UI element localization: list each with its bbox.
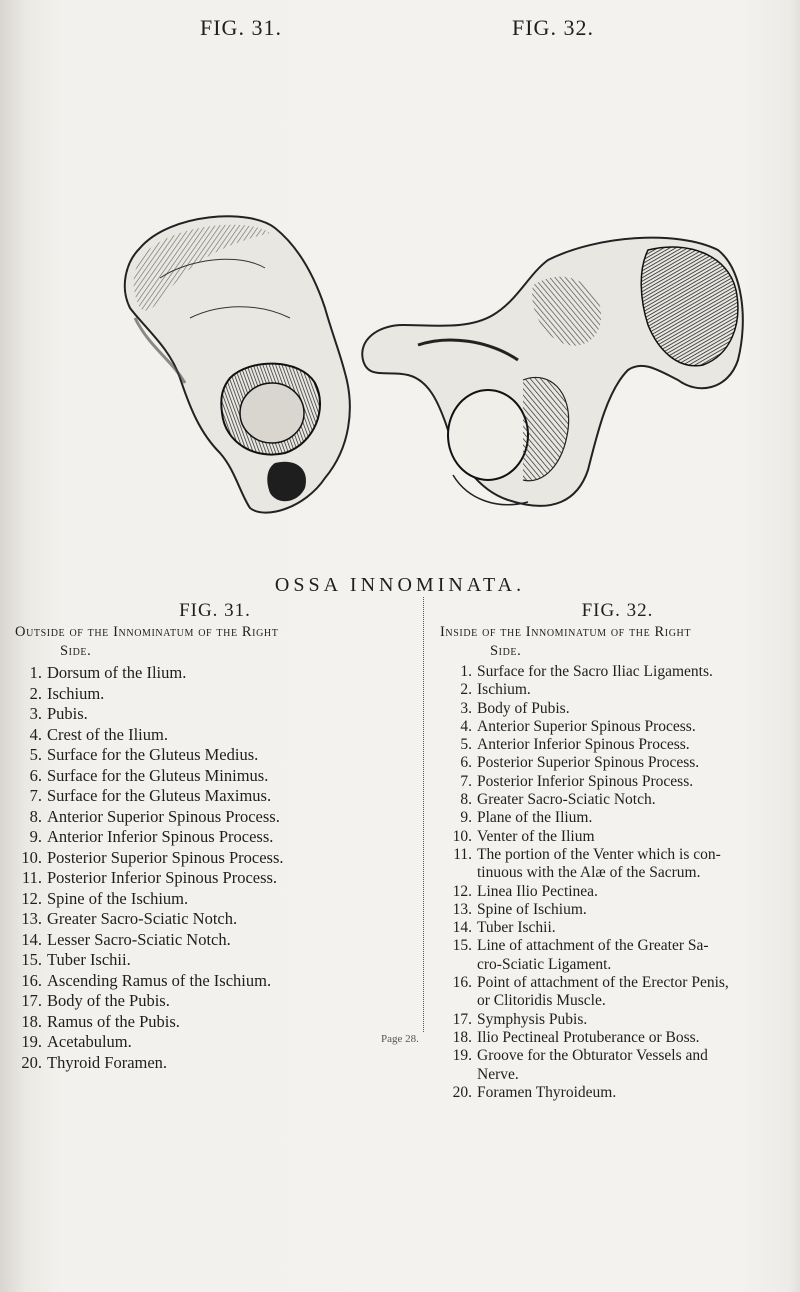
legend-item-number: 19. (21, 1032, 42, 1051)
legend-item (15, 786, 415, 807)
legend-item (440, 992, 795, 1010)
legend-item-number: 7. (460, 772, 472, 790)
legend-item-text: Nerve. (477, 1065, 519, 1083)
legend-item (15, 704, 415, 725)
fig31-subtitle-line1: Outside of the Innominatum of the Right (15, 624, 279, 640)
legend-item (15, 807, 415, 828)
legend-item (440, 1084, 795, 1102)
legend-item (440, 937, 795, 955)
legend-item-text: Linea Ilio Pectinea. (477, 882, 598, 900)
legend-item (15, 725, 415, 746)
legend-item (440, 974, 795, 992)
legend-item (440, 828, 795, 846)
fig32-legend-heading: FIG. 32. (581, 600, 654, 621)
legend-item-number: 10. (21, 847, 42, 867)
fig32-hip-bone-illustration (358, 230, 748, 520)
legend-item-text: Anterior Superior Spinous Process. (477, 717, 696, 735)
fig32-subtitle-line1: Inside of the Innominatum of the Right (440, 624, 692, 640)
legend-item-text: Anterior Inferior Spinous Process. (477, 736, 690, 754)
legend-item (15, 827, 415, 848)
legend-item-number: 12. (21, 888, 42, 908)
legend-item-text: Tuber Ischii. (47, 950, 131, 969)
legend-item-text: Body of the Pubis. (47, 991, 170, 1010)
legend-item-number: 4. (460, 717, 472, 735)
legend-item-number (440, 1066, 477, 1084)
legend-item-number: 5. (29, 745, 42, 764)
legend-item-text: Anterior Inferior Spinous Process. (47, 827, 274, 846)
legend-item-text: Groove for the Obturator Vessels and (477, 1047, 708, 1065)
legend-item-text: Line of attachment of the Greater Sa- (477, 937, 709, 955)
legend-item-number: 15. (452, 937, 472, 955)
legend-item (15, 745, 415, 766)
legend-item-text: tinuous with the Alæ of the Sacrum. (477, 864, 701, 882)
legend-item-text: Ramus of the Pubis. (47, 1011, 180, 1031)
legend-item-text: Anterior Superior Spinous Process. (47, 806, 280, 826)
fig31-legend-heading: FIG. 31. (179, 600, 251, 621)
legend-item-number: 13. (21, 909, 42, 928)
legend-item-number: 11. (453, 845, 472, 863)
fig31-subtitle-line2: Side. (60, 643, 92, 659)
legend-item (15, 1053, 415, 1074)
legend-item-text: Symphysis Pubis. (477, 1010, 588, 1028)
legend-item-number: 8. (29, 806, 42, 826)
legend-item-number: 3. (460, 699, 472, 717)
legend-item (440, 736, 795, 754)
legend-item-number: 18. (21, 1011, 42, 1031)
legend-item (15, 889, 415, 910)
legend-item-text: Pubis. (47, 704, 88, 723)
legend-item (440, 700, 795, 718)
legend-item (440, 919, 795, 937)
legend-item-text: Foramen Thyroideum. (477, 1083, 617, 1101)
legend-item-number: 14. (452, 919, 472, 937)
legend-item (440, 846, 795, 864)
fig31-legend-subtitle (15, 623, 415, 661)
legend-item-text: Ascending Ramus of the Ischium. (47, 970, 272, 990)
legend-item-number: 6. (460, 754, 472, 772)
legend-item-number: 10. (452, 827, 472, 845)
legend-item (440, 791, 795, 809)
page-number: Page 28. (381, 1033, 419, 1045)
legend-item (440, 1011, 795, 1029)
legend-item-number: 11. (21, 868, 42, 887)
legend-item-text: Surface for the Gluteus Medius. (47, 745, 259, 764)
legend-item-number: 16. (452, 974, 472, 992)
legend-item-number: 5. (460, 736, 472, 754)
legend-item-text: Ischium. (47, 683, 105, 703)
legend-item (440, 773, 795, 791)
legend-item (440, 681, 795, 699)
legend-item-text: Surface for the Sacro Iliac Ligaments. (477, 663, 713, 680)
legend-item (15, 1012, 415, 1033)
legend-item-number: 3. (29, 704, 42, 723)
legend-item (440, 718, 795, 736)
fig31-legend (15, 600, 415, 1073)
legend-item-number: 7. (29, 786, 42, 805)
column-divider (423, 597, 424, 1032)
legend-item-text: Crest of the Ilium. (47, 724, 168, 744)
legend-item-number: 18. (452, 1028, 472, 1046)
legend-item-text: or Clitoridis Muscle. (477, 992, 606, 1010)
legend-item-number: 13. (452, 900, 472, 918)
legend-item-text: cro-Sciatic Ligament. (477, 955, 612, 973)
fig31-hip-bone-illustration (100, 208, 370, 523)
legend-item-number (440, 956, 477, 974)
legend-item-number: 12. (452, 882, 472, 900)
fig32-legend (440, 600, 795, 1102)
legend-item (15, 868, 415, 889)
legend-item-text: Greater Sacro-Sciatic Notch. (477, 791, 656, 809)
legend-item-number: 4. (29, 724, 42, 744)
legend-item-text: Thyroid Foramen. (47, 1052, 168, 1072)
legend-item-text: Posterior Inferior Spinous Process. (47, 868, 278, 887)
legend-item-number (440, 992, 477, 1010)
legend-item (15, 663, 415, 684)
legend-item (15, 848, 415, 869)
legend-item-number: 19. (452, 1047, 472, 1065)
fig32-legend-subtitle (440, 623, 795, 661)
legend-item-number: 15. (21, 950, 42, 969)
legend-item-number: 2. (29, 683, 42, 703)
legend-item (15, 971, 415, 992)
legend-item-number: 14. (21, 929, 42, 949)
legend-item (15, 930, 415, 951)
legend-item-text: Dorsum of the Ilium. (47, 663, 187, 682)
legend-item-text: Ischium. (477, 681, 531, 699)
fig31-top-heading: FIG. 31. (200, 15, 282, 40)
legend-item (440, 1066, 795, 1084)
legend-item-number: 2. (460, 681, 472, 699)
legend-item (15, 909, 415, 930)
plate-title: OSSA INNOMINATA. (274, 574, 526, 596)
legend-item-text: Posterior Superior Spinous Process. (477, 754, 700, 772)
fig32-top-heading: FIG. 32. (512, 15, 594, 40)
legend-item (15, 766, 415, 787)
legend-item-text: Surface for the Gluteus Maximus. (47, 786, 272, 805)
legend-item-text: Greater Sacro-Sciatic Notch. (47, 909, 238, 928)
legend-item-text: Posterior Inferior Spinous Process. (477, 772, 694, 790)
legend-item-text: Lesser Sacro-Sciatic Notch. (47, 929, 231, 949)
legend-item-number: 16. (21, 970, 42, 990)
legend-item (440, 663, 795, 681)
legend-item-text: Acetabulum. (47, 1032, 132, 1051)
legend-item-text: Body of Pubis. (477, 699, 570, 717)
legend-item-text: Posterior Superior Spinous Process. (47, 847, 284, 867)
legend-item-text: The portion of the Venter which is con- (477, 845, 721, 863)
legend-item-text: Point of attachment of the Erector Penis, (477, 974, 729, 992)
legend-item-number: 17. (452, 1010, 472, 1028)
legend-item (440, 956, 795, 974)
legend-item (440, 883, 795, 901)
legend-item-text: Spine of the Ischium. (47, 888, 189, 908)
legend-item-number: 6. (29, 765, 42, 785)
legend-item-text: Tuber Ischii. (477, 919, 556, 937)
legend-item-text: Plane of the Ilium. (477, 809, 593, 827)
legend-item (440, 864, 795, 882)
legend-item-number: 20. (21, 1052, 42, 1072)
fig32-subtitle-line2: Side. (490, 643, 522, 659)
legend-item (440, 901, 795, 919)
legend-item-number: 9. (460, 809, 472, 827)
legend-item-number: 1. (29, 663, 42, 682)
legend-item (440, 754, 795, 772)
legend-item-number: 1. (460, 663, 472, 680)
legend-item-text: Venter of the Ilium (477, 827, 595, 845)
legend-item-number (440, 864, 477, 882)
legend-item-text: Spine of Ischium. (477, 900, 587, 918)
legend-item-text: Surface for the Gluteus Minimus. (47, 765, 269, 785)
fig31-legend-list (15, 663, 415, 1073)
legend-item (440, 1047, 795, 1065)
legend-item-number: 17. (21, 991, 42, 1010)
legend-item (15, 684, 415, 705)
legend-item (15, 950, 415, 971)
legend-item-number: 20. (452, 1083, 472, 1101)
legend-item-number: 8. (460, 791, 472, 809)
legend-item-text: Ilio Pectineal Protuberance or Boss. (477, 1028, 700, 1046)
legend-item (15, 991, 415, 1012)
legend-item (440, 809, 795, 827)
legend-item-number: 9. (29, 827, 42, 846)
